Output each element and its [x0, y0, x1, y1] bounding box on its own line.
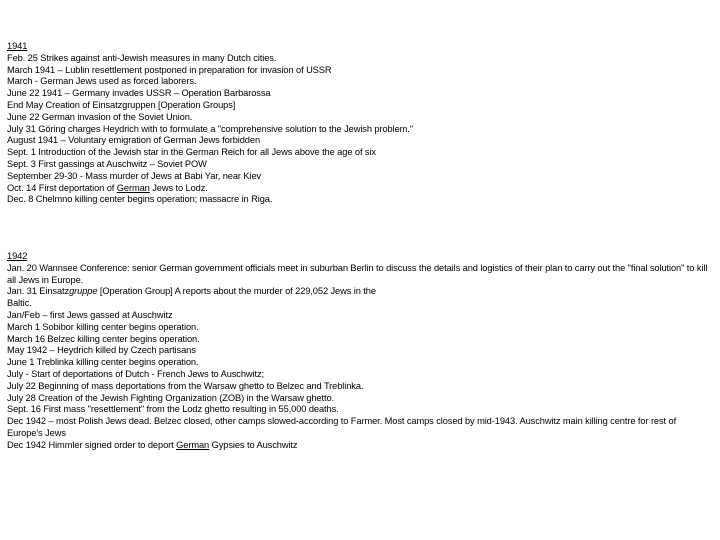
timeline-1941 — [7, 41, 713, 206]
year-heading-1941: 1941 — [7, 41, 28, 51]
event-dec-1942: Dec 1942 – most Polish Jews dead. Belzec closed, other camps slowed-according to Farmer. Most camps closed by mid-1943. Auschwitz main killing centre for rest of Europe's Jews — [7, 416, 677, 438]
event-jan-31-text-before: Jan. 31 Einsatz — [7, 286, 70, 297]
event-july-28-1942: July 28 Creation of the Jewish Fighting Organization (ZOB) in the Warsaw ghetto. — [7, 392, 335, 403]
event-sept-3-1941: Sept. 3 First gassings at Auschwitz – Soviet POW — [7, 158, 207, 169]
event-july-22-1942: July 22 Beginning of mass deportations from the Warsaw ghetto to Belzec and Treblinka. — [7, 380, 364, 391]
event-oct-14-text-after: Jews to Lodz. — [149, 182, 208, 193]
event-march-16-1942: March 16 Belzec killing center begins operation. — [7, 333, 200, 344]
event-may-1942: May 1942 – Heydrich killed by Czech partisans — [7, 345, 196, 356]
event-july-31-1941: July 31 Göring charges Heydrich with to formulate a "comprehensive solution to the Jewish problem." — [7, 123, 413, 134]
event-sept-16-1942: Sept. 16 First mass "resettlement" from the Lodz ghetto resulting in 55,000 deaths. — [7, 404, 339, 415]
event-himmler-underlined-word: German — [176, 439, 210, 450]
event-jan-31-text-after: [Operation Group] A reports about the murder of 229,052 Jews in the — [97, 286, 376, 297]
event-jan-31-1942-continuation: Baltic. — [7, 298, 32, 309]
event-oct-14-1941 — [7, 183, 713, 195]
event-march-1-1942: March 1 Sobibor killing center begins operation. — [7, 321, 199, 332]
event-july-1942: July - Start of deportations of Dutch - French Jews to Auschwitz; — [7, 368, 265, 379]
event-june-1-1942: June 1 Treblinka killing center begins operation. — [7, 357, 199, 368]
event-feb-25-1941: Feb. 25 Strikes against anti-Jewish measures in many Dutch cities. — [7, 52, 277, 63]
event-oct-14-text-before: Oct. 14 First deportation of — [7, 182, 117, 193]
event-jan-31-1942 — [7, 286, 713, 298]
event-jan-31-italic-word: gruppe — [69, 286, 98, 297]
event-sept-1-1941: Sept. 1 Introduction of the Jewish star in the German Reich for all Jews above the age of six — [7, 147, 376, 158]
event-dec-8-1941: Dec. 8 Chelmno killing center begins operation; massacre in Riga. — [7, 194, 273, 205]
event-august-1941: August 1941 – Voluntary emigration of German Jews forbidden — [7, 135, 261, 146]
event-june-22-1941-barbarossa: June 22 1941 – Germany invades USSR – Operation Barbarossa — [7, 88, 271, 99]
event-march-1941-lublin: March 1941 – Lublin resettlement postponed in preparation for invasion of USSR — [7, 64, 332, 75]
event-june-22-1941-invasion: June 22 German invasion of the Soviet Union. — [7, 111, 193, 122]
event-himmler-text-after: Gypsies to Auschwitz — [209, 439, 298, 450]
event-march-1941-forced-labor: March - German Jews used as forced laborers. — [7, 76, 197, 87]
event-jan-20-1942-wannsee: Jan. 20 Wannsee Conference: senior German government officials meet in suburban Berlin to discuss the details and logistics of their plan to carry out the "final solution" to kill all Jews in Europe. — [7, 262, 708, 285]
event-dec-1942-himmler — [7, 440, 713, 452]
timeline-1942 — [7, 251, 713, 452]
year-heading-1942: 1942 — [7, 251, 28, 261]
event-himmler-text-before: Dec 1942 Himmler signed order to deport — [7, 439, 177, 450]
event-may-1941-einsatzgruppen: End May Creation of Einsatzgruppen [Operation Groups] — [7, 99, 236, 110]
event-oct-14-underlined-word: German — [116, 182, 150, 193]
event-sept-29-30-1941: September 29-30 - Mass murder of Jews at Babi Yar, near Kiev — [7, 170, 262, 181]
event-jan-feb-1942: Jan/Feb – first Jews gassed at Auschwitz — [7, 309, 173, 320]
